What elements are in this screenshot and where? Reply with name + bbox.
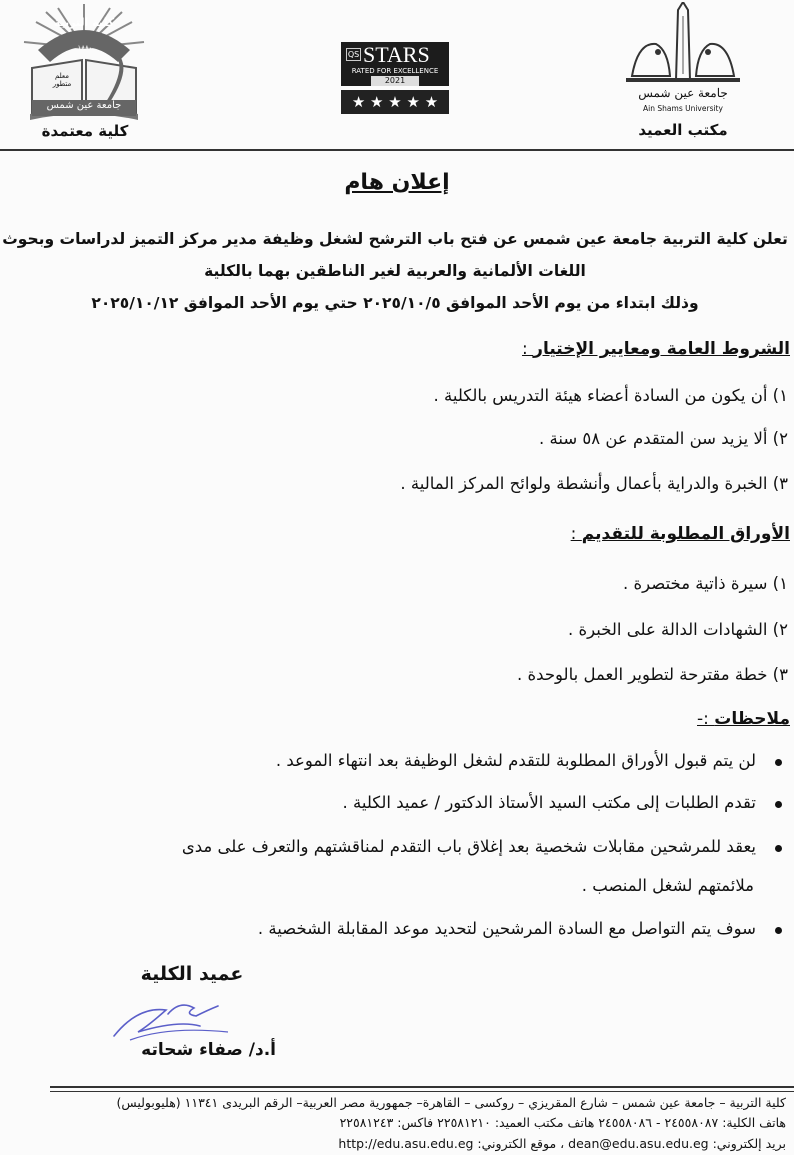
footer-address: كلية التربية – جامعة عين شمس – شارع المقريزي – روكسى – القاهرة– جمهورية مصر العربية– الرقم البريدى ١١٣٤١ (هليوبوليس) xyxy=(116,1095,786,1110)
conditions-heading xyxy=(522,339,790,359)
bullet-icon xyxy=(775,759,782,766)
logo-year: ١٨٨٠ xyxy=(77,44,93,52)
condition-item: ١) أن يكون من السادة أعضاء هيئة التدريس بالكلية . xyxy=(433,386,788,405)
notes-heading-colon: :- xyxy=(697,709,715,729)
dean-office-caption: مكتب العميد xyxy=(638,121,728,139)
footer-contacts: بريد إلكتروني: dean@edu.asu.edu.eg ، موقع الكتروني: http://edu.asu.edu.eg xyxy=(338,1136,786,1151)
announcement-line-1: تعلن كلية التربية جامعة عين شمس عن فتح باب الترشح لشغل وظيفة مدير مركز التميز لدراسات وبحوث xyxy=(2,230,788,248)
qs-mark: QS xyxy=(347,50,360,59)
note-text: تقدم الطلبات إلى مكتب السيد الأستاذ الدكتور / عميد الكلية . xyxy=(342,793,756,812)
note-text: يعقد للمرشحين مقابلات شخصية بعد إغلاق باب التقدم لمناقشتهم والتعرف على مدى xyxy=(181,837,756,856)
required-paper-item: ٢) الشهادات الدالة على الخبرة . xyxy=(568,620,788,639)
emblem-university-ar: جامعة عين شمس xyxy=(638,86,728,100)
note-item xyxy=(258,919,782,938)
footer-phones: هاتف الكلية: ٢٤٥٥٨٠٨٧ - ٢٤٥٥٨٠٨٦ هاتف مكتب العميد: ٢٢٥٨١٢١٠ فاكس: ٢٢٥٨١٢٤٣ xyxy=(339,1115,786,1130)
logo-university-name: جامعة عين شمس xyxy=(32,100,136,116)
announcement-dates: وذلك ابتداء من يوم الأحد الموافق ٢٠٢٥/١٠/٥ حتي يوم الأحد الموافق ٢٠٢٥/١٠/١٢ xyxy=(91,294,699,312)
note-text-continuation: ملائمتهم لشغل المنصب . xyxy=(581,876,754,895)
page-title: إعلان هام xyxy=(344,170,450,195)
conditions-heading-text: الشروط العامة ومعايير الإختيار xyxy=(533,339,790,359)
university-emblem xyxy=(616,2,750,124)
required-paper-item: ١) سيرة ذاتية مختصرة . xyxy=(623,574,788,593)
logo-book-text: معلم متطور xyxy=(52,72,72,88)
bullet-icon xyxy=(775,801,782,808)
stars-year: 2021 xyxy=(371,76,419,86)
required-papers-heading-text: الأوراق المطلوبة للتقديم xyxy=(581,524,790,544)
stars-wordmark: STARS xyxy=(363,42,430,67)
note-text: لن يتم قبول الأوراق المطلوبة للتقدم لشغل الوظيفة بعد انتهاء الموعد . xyxy=(275,751,756,770)
required-paper-item: ٣) خطة مقترحة لتطوير العمل بالوحدة . xyxy=(517,665,788,684)
note-item xyxy=(343,793,783,812)
notes-heading-text: ملاحظات xyxy=(714,709,790,729)
stars-tagline: RATED FOR EXCELLENCE xyxy=(351,67,439,75)
conditions-heading-colon: : xyxy=(522,339,534,359)
footer-divider xyxy=(50,1086,794,1088)
dean-title: عميد الكلية xyxy=(140,963,244,985)
handwritten-signature xyxy=(108,996,238,1046)
emblem-university-en: Ain Shams University xyxy=(643,104,723,113)
accredited-faculty-caption: كلية معتمدة xyxy=(41,122,129,140)
five-stars-icon: ★ ★ ★ ★ ★ xyxy=(341,90,449,114)
required-papers-heading-colon: : xyxy=(570,524,582,544)
qs-stars-badge xyxy=(341,42,449,114)
header-divider xyxy=(0,149,794,151)
required-papers-heading xyxy=(571,524,790,544)
announcement-line-2: اللغات الألمانية والعربية لغير الناطقين بهما بالكلية xyxy=(204,262,586,280)
condition-item: ٢) ألا يزيد سن المتقدم عن ٥٨ سنة . xyxy=(539,429,788,448)
footer-divider-thin xyxy=(50,1091,794,1092)
note-item xyxy=(182,837,782,856)
bullet-icon xyxy=(775,927,782,934)
condition-item: ٣) الخبرة والدراية بأعمال وأنشطة ولوائح المركز المالية . xyxy=(400,474,788,493)
logo-faculty-text: كلية التربية xyxy=(53,16,115,29)
note-text: سوف يتم التواصل مع السادة المرشحين لتحديد موعد المقابلة الشخصية . xyxy=(257,919,756,938)
bullet-icon xyxy=(775,845,782,852)
note-item xyxy=(276,751,782,770)
notes-heading xyxy=(697,709,790,729)
dean-name: أ.د/ صفاء شحاته xyxy=(141,1040,276,1060)
